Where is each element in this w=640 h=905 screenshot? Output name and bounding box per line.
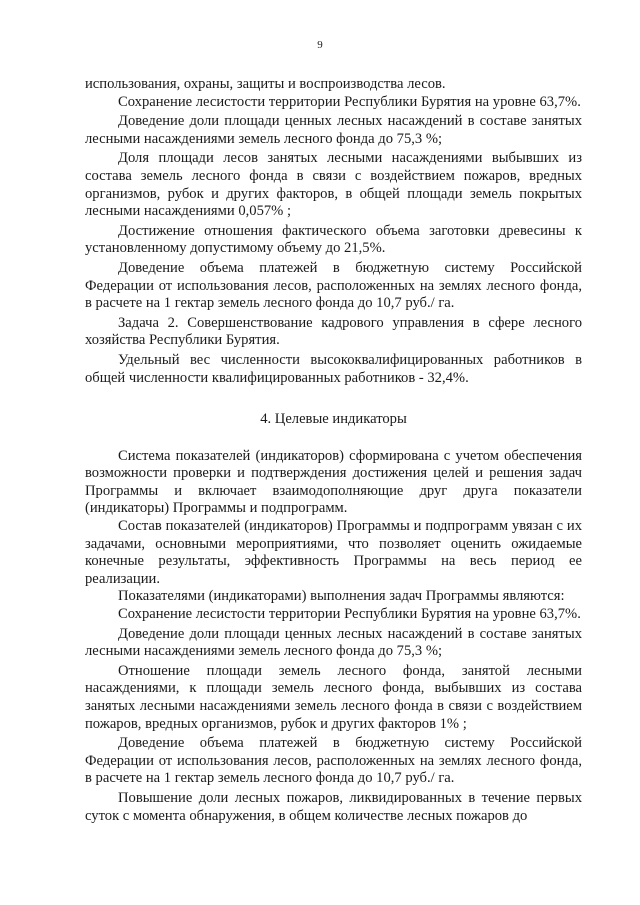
paragraph: Доля площади лесов занятых лесными насаждениями выбывших из состава земель лесного фонда в связи с воздействием пожаров, вредных организмов, рубок и других факторов, в общей площади земель покрытых лесными насаждениями 0,057% ; (85, 150, 582, 220)
paragraph: Состав показателей (индикаторов) Программы и подпрограмм увязан с их задачами, основными мероприятиями, что позволяет оценить ожидаемые конечные результаты, эффективность Программы на весь период ее реализации. (85, 518, 582, 587)
paragraph: Показателями (индикаторами) выполнения задач Программы являются: (118, 588, 565, 605)
paragraph: Система показателей (индикаторов) сформирована с учетом обеспечения возможности проверки и подтверждения достижения целей и решения задач Программы и включает взаимодополняющие друг друга показатели (индикаторы) Программы и подпрограмм. (85, 447, 582, 517)
paragraph: Повышение доли лесных пожаров, ликвидированных в течение первых суток с момента обнаружения, в общем количестве лесных пожаров до (85, 789, 582, 824)
paragraph: Доведение доли площади ценных лесных насаждений в составе занятых лесными насаждениями земель лесного фонда до 75,3 %; (85, 113, 582, 147)
paragraph: Отношение площади земель лесного фонда, занятой лесными насаждениями, к площади земель лесного фонда, выбывших из состава занятых лесными насаждениями земель лесного фонда в связи с воздействием пожаров, вредных организмов, рубок и других факторов 1% ; (85, 662, 582, 732)
document-body (85, 76, 582, 825)
paragraph: Сохранение лесистости территории Республики Бурятия на уровне 63,7%. (118, 93, 581, 110)
section-heading: 4. Целевые индикаторы (260, 411, 407, 428)
paragraph: Достижение отношения фактического объема заготовки древесины к установленному допустимому объему до 21,5%. (85, 222, 582, 257)
paragraph: Задача 2. Совершенствование кадрового управления в сфере лесного хозяйства Республики Бурятия. (85, 314, 582, 349)
paragraph: Доведение доли площади ценных лесных насаждений в составе занятых лесными насаждениями земель лесного фонда до 75,3 %; (85, 625, 582, 660)
paragraph: Доведение объема платежей в бюджетную систему Российской Федерации от использования лесов, расположенных на землях лесного фонда, в расчете на 1 гектар земель лесного фонда до 10,7 руб./ га. (85, 259, 582, 312)
paragraph: использования, охраны, защиты и воспроизводства лесов. (85, 76, 446, 92)
paragraph: Удельный вес численности высококвалифицированных работников в общей численности квалифицированных работников - 32,4%. (85, 351, 582, 386)
paragraph: Доведение объема платежей в бюджетную систему Российской Федерации от использования лесов, расположенных на землях лесного фонда, в расчете на 1 гектар земель лесного фонда до 10,7 руб./ га. (85, 735, 582, 787)
paragraph: Сохранение лесистости территории Республики Бурятия на уровне 63,7%. (118, 606, 581, 623)
page-number: 9 (317, 39, 323, 51)
